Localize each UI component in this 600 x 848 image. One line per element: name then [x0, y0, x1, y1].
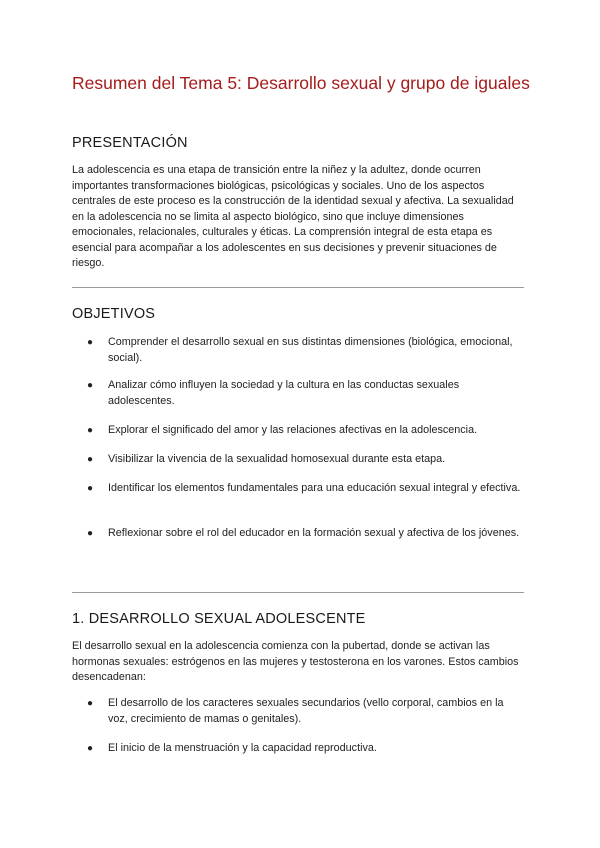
section-divider — [72, 592, 524, 593]
list-item — [72, 741, 524, 757]
bullet-icon: ● — [87, 454, 94, 465]
list-item-text: Visibilizar la vivencia de la sexualidad homosexual durante esta etapa. — [108, 453, 446, 465]
presentacion-paragraph: La adolescencia es una etapa de transición entre la niñez y la adultez, donde ocurren importantes transformaciones biológicas, psicológicas y sociales. Uno de los aspectos centrales de este proceso es la construcción de la identidad sexual y afectiva. La sexualidad en la adolescencia no se limita al aspecto biológico, sino que incluye dimensiones emocionales, relacionales, culturales y éticas. La comprensión integral de esta etapa es esencial para acompañar a los adolescentes en sus decisiones y prevenir situaciones de riesgo. — [72, 164, 514, 269]
bullet-icon: ● — [87, 380, 94, 391]
list-item-text: Comprender el desarrollo sexual en sus distintas dimensiones (biológica, emocional, social). — [108, 336, 513, 364]
list-item — [72, 423, 524, 439]
document-title: Resumen del Tema 5: Desarrollo sexual y grupo de iguales — [72, 73, 530, 93]
list-item — [72, 526, 524, 542]
bullet-icon: ● — [87, 528, 94, 539]
bullet-icon: ● — [87, 337, 94, 348]
list-item — [72, 696, 524, 727]
bullet-icon: ● — [87, 425, 94, 436]
list-item-text: El desarrollo de los caracteres sexuales secundarios (vello corporal, cambios en la voz, crecimiento de mamas o genitales). — [108, 697, 504, 725]
section-heading-objetivos: OBJETIVOS — [72, 306, 156, 322]
section-heading-presentacion: PRESENTACIÓN — [72, 135, 188, 151]
list-item-text: Analizar cómo influyen la sociedad y la cultura en las conductas sexuales adolescentes. — [108, 379, 460, 407]
list-item-text: El inicio de la menstruación y la capacidad reproductiva. — [108, 742, 377, 754]
list-item — [72, 481, 524, 497]
bullet-icon: ● — [87, 483, 94, 494]
list-item — [72, 335, 524, 366]
list-item-text: Identificar los elementos fundamentales para una educación sexual integral y efectiva. — [108, 482, 521, 494]
list-item-text: Reflexionar sobre el rol del educador en la formación sexual y afectiva de los jóvenes. — [108, 527, 520, 539]
list-item — [72, 452, 524, 468]
list-item-text: Explorar el significado del amor y las relaciones afectivas en la adolescencia. — [108, 424, 478, 436]
bullet-icon: ● — [87, 698, 94, 709]
section-heading-desarrollo: 1. DESARROLLO SEXUAL ADOLESCENTE — [72, 611, 366, 627]
list-item — [72, 378, 524, 409]
desarrollo-intro-paragraph: El desarrollo sexual en la adolescencia comienza con la pubertad, donde se activan las hormonas sexuales: estrógenos en las mujeres y testosterona en los varones. Estos cambios desencadenan: — [72, 640, 519, 683]
bullet-icon: ● — [87, 743, 94, 754]
section-divider — [72, 287, 524, 288]
